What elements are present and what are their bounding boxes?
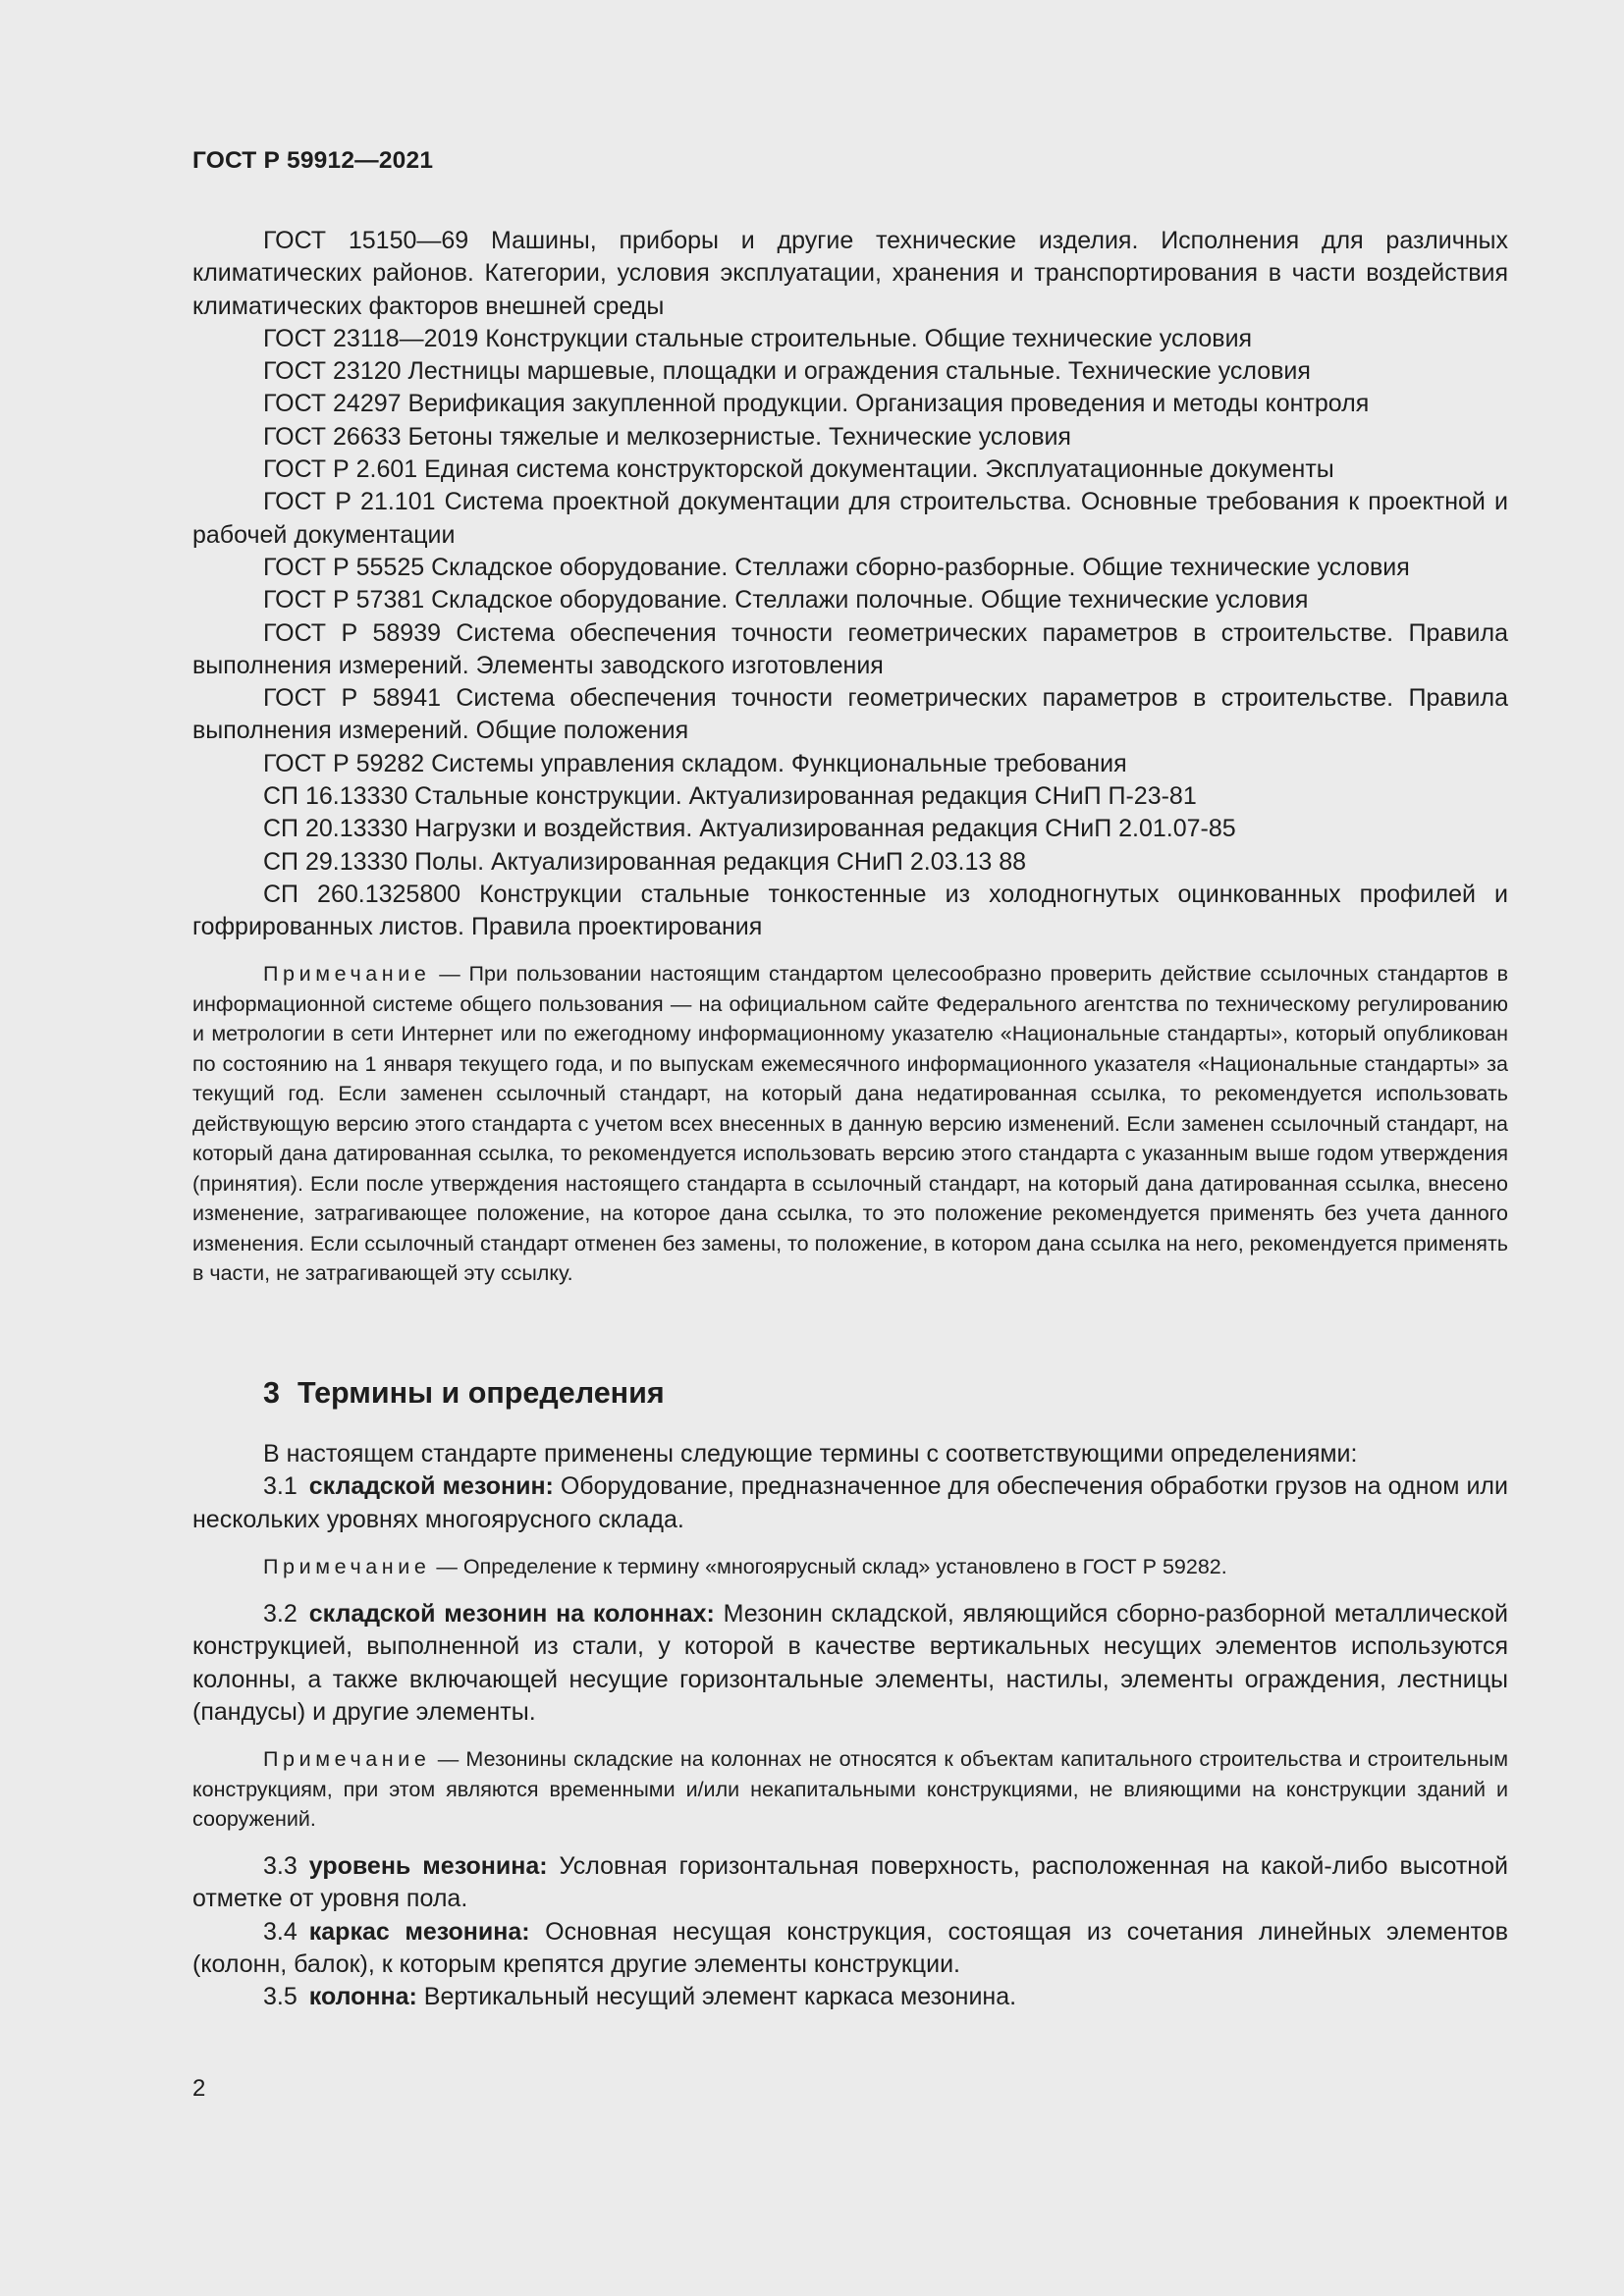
reference-item: ГОСТ Р 21.101 Система проектной документации для строительства. Основные требования к проектной и рабочей документации bbox=[192, 488, 1508, 549]
term-number: 3.3 bbox=[263, 1851, 298, 1880]
term-entry bbox=[192, 1850, 1508, 1916]
terms-list bbox=[192, 1438, 1508, 2014]
note-lead: Примечание bbox=[263, 1747, 431, 1772]
reference-item: ГОСТ 23118—2019 Конструкции стальные строительные. Общие технические условия bbox=[263, 324, 1253, 352]
reference-item: ГОСТ Р 2.601 Единая система конструкторской документации. Эксплуатационные документы bbox=[263, 455, 1334, 484]
term-number: 3.4 bbox=[263, 1917, 298, 1946]
term-entry bbox=[192, 1916, 1508, 1982]
normative-references-list bbox=[192, 225, 1508, 944]
reference-item: СП 20.13330 Нагрузки и воздействия. Актуализированная редакция СНиП 2.01.07-85 bbox=[263, 815, 1236, 843]
term-name: колонна: bbox=[308, 1983, 417, 2011]
reference-item: ГОСТ 15150—69 Машины, приборы и другие технические изделия. Исполнения для различных климатических районов. Категории, условия эксплуатации, хранения и транспортирования в части воздействия климатических факторов внешней среды bbox=[192, 227, 1508, 320]
note-text: — При пользовании настоящим стандартом целесообразно проверить действие ссылочных стандартов в информационной системе общего пользования — на официальном сайте Федерального агентства по техническому регулированию и метрологии в сети Интернет или по ежегодному информационному указателю «Национальные стандарты», который опубликован по состоянию на 1 января текущего года, и по выпускам ежемесячного информационного указателя «Национальные стандарты» за текущий год. Если заменен ссылочный стандарт, на который дана недатированная ссылка, то рекомендуется использовать действующую версию этого стандарта с учетом всех внесенных в данную версию изменений. Если заменен ссылочный стандарт, на который дана датированная ссылка, то рекомендуется использовать версию этого стандарта с указанным выше годом утверждения (принятия). Если после утверждения настоящего стандарта в ссылочный стандарт, на который дана датированная ссылка, внесено изменение, затрагивающее положение, на которое дана ссылка, то это положение рекомендуется применять без учета данного изменения. Если ссылочный стандарт отменен без замены, то положение, в котором дана ссылка на него, рекомендуется применять в части, не затрагивающей эту ссылку. bbox=[192, 962, 1508, 1285]
note-lead: Примечание bbox=[263, 1555, 431, 1579]
term-note bbox=[192, 1552, 1508, 1582]
reference-item: ГОСТ Р 58939 Система обеспечения точности геометрических параметров в строительстве. Правила выполнения измерений. Элементы заводского изготовления bbox=[192, 618, 1508, 679]
reference-item: ГОСТ Р 55525 Складское оборудование. Стеллажи сборно-разборные. Общие технические условия bbox=[263, 553, 1410, 581]
term-definition: Оборудование, предназначенное для обеспечения обработки грузов на одном или нескольких уровнях многоярусного склада. bbox=[192, 1472, 1508, 1533]
reference-item: ГОСТ 24297 Верификация закупленной продукции. Организация проведения и методы контроля bbox=[263, 390, 1370, 418]
term-number: 3.2 bbox=[263, 1599, 298, 1628]
reference-item: ГОСТ 26633 Бетоны тяжелые и мелкозернистые. Технические условия bbox=[263, 422, 1071, 451]
term-definition: Основная несущая конструкция, состоящая из сочетания линейных элементов (колонн, балок), к которым крепятся другие элементы конструкции. bbox=[192, 1917, 1508, 1979]
reference-item: ГОСТ Р 58941 Система обеспечения точности геометрических параметров в строительстве. Правила выполнения измерений. Общие положения bbox=[192, 684, 1508, 745]
note-text: — Определение к термину «многоярусный склад» установлено в ГОСТ Р 59282. bbox=[430, 1555, 1227, 1579]
term-name: каркас мезонина: bbox=[308, 1917, 530, 1946]
references-note bbox=[192, 959, 1508, 1289]
reference-item: ГОСТ 23120 Лестницы маршевые, площадки и ограждения стальные. Технические условия bbox=[263, 357, 1311, 386]
note-text: — Мезонины складские на колоннах не относятся к объектам капитального строительства и строительным конструкциям, при этом являются временными и/или некапитальными конструкциями, не влияющими на конструкции зданий и сооружений. bbox=[192, 1747, 1508, 1832]
section-heading bbox=[263, 1376, 665, 1411]
document-page bbox=[192, 0, 1508, 2296]
term-number: 3.1 bbox=[263, 1472, 298, 1501]
term-name: складской мезонин: bbox=[308, 1472, 554, 1501]
term-entry bbox=[192, 1598, 1508, 1730]
document-code-header: ГОСТ Р 59912—2021 bbox=[192, 147, 434, 174]
term-number: 3.5 bbox=[263, 1983, 298, 2011]
term-note bbox=[192, 1744, 1508, 1835]
reference-item: ГОСТ Р 57381 Складское оборудование. Стеллажи полочные. Общие технические условия bbox=[263, 586, 1309, 614]
reference-item: СП 29.13330 Полы. Актуализированная редакция СНиП 2.03.13 88 bbox=[263, 847, 1027, 876]
term-definition: Мезонин складской, являющийся сборно-разборной металлической конструкцией, выполненной из стали, у которой в качестве вертикальных несущих элементов используются колонны, а также включающей несущие горизонтальные элементы, настилы, элементы ограждения, лестницы (пандусы) и другие элементы. bbox=[192, 1599, 1508, 1726]
section-number: 3 bbox=[263, 1376, 280, 1410]
term-entry bbox=[192, 1981, 1508, 2013]
page-number: 2 bbox=[192, 2075, 206, 2102]
terms-intro: В настоящем стандарте применены следующие термины с соответствующими определениями: bbox=[263, 1440, 1358, 1468]
reference-item: СП 260.1325800 Конструкции стальные тонкостенные из холодногнутых оцинкованных профилей и гофрированных листов. Правила проектирования bbox=[192, 880, 1508, 941]
section-title: Термины и определения bbox=[297, 1376, 665, 1410]
reference-item: СП 16.13330 Стальные конструкции. Актуализированная редакция СНиП П-23-81 bbox=[263, 782, 1197, 811]
term-definition: Вертикальный несущий элемент каркаса мезонина. bbox=[416, 1983, 1017, 2011]
term-name: складской мезонин на колоннах: bbox=[308, 1599, 715, 1628]
note-lead: Примечание bbox=[263, 962, 431, 986]
term-definition: Условная горизонтальная поверхность, расположенная на какой-либо высотной отметке от уровня пола. bbox=[192, 1851, 1508, 1913]
reference-item: ГОСТ Р 59282 Системы управления складом. Функциональные требования bbox=[263, 749, 1127, 777]
term-entry bbox=[192, 1470, 1508, 1536]
term-name: уровень мезонина: bbox=[308, 1851, 548, 1880]
